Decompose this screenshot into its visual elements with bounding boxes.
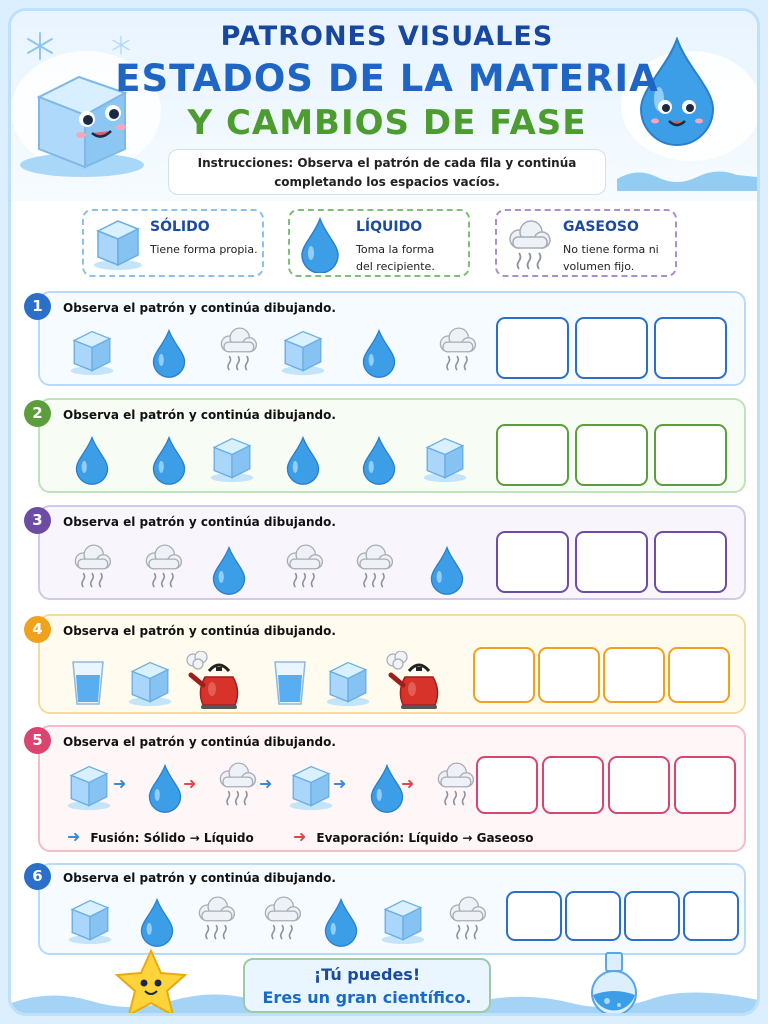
- steam-cloud-icon: [353, 541, 395, 597]
- answer-box[interactable]: [603, 647, 665, 703]
- row-instruction: Observa el patrón y continúa dibujando.: [63, 301, 336, 315]
- water-drop-icon: [146, 763, 184, 817]
- row-number-badge: 4: [24, 616, 51, 643]
- answer-box[interactable]: [654, 424, 727, 486]
- answer-box[interactable]: [683, 891, 739, 941]
- evaporation-key-label: Evaporación: Líquido → Gaseoso: [316, 831, 534, 845]
- ice-cube-icon: [68, 328, 116, 380]
- legend-gas-desc: No tiene forma ni volumen fijo.: [563, 243, 659, 273]
- water-drop-icon: [73, 435, 111, 489]
- encouragement-line-1: ¡Tú puedes!: [313, 965, 421, 984]
- water-drop-icon: [322, 897, 360, 951]
- row-instruction: Observa el patrón y continúa dibujando.: [63, 408, 336, 422]
- water-drop-icon: [284, 435, 322, 489]
- row-instruction: Observa el patrón y continúa dibujando.: [63, 735, 336, 749]
- arrow-right-icon: ➜: [259, 774, 273, 793]
- steam-cloud-icon: [216, 759, 258, 815]
- water-drop-icon: [150, 328, 188, 382]
- steam-cloud-icon: [71, 541, 113, 597]
- water-splash-icon: [617, 161, 757, 191]
- legend-gas-title: GASEOSO: [563, 219, 639, 235]
- fusion-key-label: Fusión: Sólido → Líquido: [90, 831, 254, 845]
- row-number-badge: 2: [24, 400, 51, 427]
- arrow-right-icon: ➜: [401, 774, 415, 793]
- title-line-1: PATRONES VISUALES: [220, 21, 554, 52]
- worksheet-page: [8, 8, 760, 1016]
- steam-cloud-icon: [434, 759, 476, 815]
- steam-cloud-icon: [217, 324, 259, 380]
- evaporation-key: [293, 827, 533, 846]
- ice-cube-icon: [126, 659, 174, 711]
- flask-icon: [581, 951, 647, 1016]
- legend-liquid: [288, 209, 470, 277]
- legend-liquid-title: LÍQUIDO: [356, 219, 423, 235]
- legend-solid: [82, 209, 264, 277]
- kettle-icon: [183, 651, 247, 715]
- row-instruction: Observa el patrón y continúa dibujando.: [63, 515, 336, 529]
- ice-cube-icon: [279, 328, 327, 380]
- water-drop-icon: [138, 897, 176, 951]
- instructions-text: Instrucciones: Observa el patrón de cada fila y continúa completando los espacios vacíos.: [168, 149, 606, 195]
- row-number-badge: 6: [24, 863, 51, 890]
- steam-cloud-icon: [195, 893, 237, 949]
- answer-box[interactable]: [542, 756, 604, 814]
- ice-cube-icon: [421, 435, 469, 487]
- answer-box[interactable]: [496, 531, 569, 593]
- answer-box[interactable]: [496, 424, 569, 486]
- ice-cube-icon: [379, 897, 427, 949]
- arrow-right-icon: ➜: [333, 774, 347, 793]
- row-instruction: Observa el patrón y continúa dibujando.: [63, 871, 336, 885]
- legend-liquid-desc: Toma la forma del recipiente.: [356, 243, 435, 273]
- ice-cube-icon: [208, 435, 256, 487]
- answer-box[interactable]: [575, 531, 648, 593]
- ice-cube-icon: [65, 763, 113, 815]
- answer-box[interactable]: [473, 647, 535, 703]
- row-number-badge: 5: [24, 727, 51, 754]
- answer-box[interactable]: [565, 891, 621, 941]
- arrow-right-icon: ➜: [183, 774, 197, 793]
- answer-box[interactable]: [608, 756, 670, 814]
- water-drop-icon: [428, 545, 466, 599]
- ice-cube-icon: [92, 217, 144, 271]
- steam-cloud-icon: [283, 541, 325, 597]
- fusion-key: [67, 827, 254, 846]
- answer-box[interactable]: [674, 756, 736, 814]
- water-drop-icon: [360, 328, 398, 382]
- water-drop-icon: [298, 217, 342, 273]
- encouragement-box: [243, 958, 491, 1013]
- answer-box[interactable]: [538, 647, 600, 703]
- steam-cloud-icon: [261, 893, 303, 949]
- water-glass-icon: [272, 659, 308, 711]
- legend-solid-title: SÓLIDO: [150, 219, 210, 235]
- water-drop-icon: [360, 435, 398, 489]
- answer-box[interactable]: [506, 891, 562, 941]
- steam-cloud-icon: [142, 541, 184, 597]
- answer-box[interactable]: [476, 756, 538, 814]
- arrow-right-icon: ➜: [67, 827, 81, 846]
- answer-box[interactable]: [668, 647, 730, 703]
- water-drop-icon: [150, 435, 188, 489]
- ice-cube-icon: [324, 659, 372, 711]
- legend-solid-desc: Tiene forma propia.: [150, 243, 258, 256]
- legend-gas: [495, 209, 677, 277]
- water-drop-icon: [210, 545, 248, 599]
- answer-box[interactable]: [624, 891, 680, 941]
- title-line-3: Y CAMBIOS DE FASE: [187, 103, 587, 143]
- kettle-icon: [383, 651, 447, 715]
- steam-cloud-icon: [505, 217, 553, 275]
- steam-cloud-icon: [446, 893, 488, 949]
- answer-box[interactable]: [654, 317, 727, 379]
- steam-cloud-icon: [436, 324, 478, 380]
- answer-box[interactable]: [575, 424, 648, 486]
- title-line-2: ESTADOS DE LA MATERIA: [115, 57, 659, 100]
- water-glass-icon: [70, 659, 106, 711]
- star-mascot-icon: [111, 949, 191, 1016]
- answer-box[interactable]: [575, 317, 648, 379]
- answer-box[interactable]: [654, 531, 727, 593]
- row-instruction: Observa el patrón y continúa dibujando.: [63, 624, 336, 638]
- answer-box[interactable]: [496, 317, 569, 379]
- arrow-right-icon: ➜: [293, 827, 307, 846]
- row-number-badge: 1: [24, 293, 51, 320]
- row-number-badge: 3: [24, 507, 51, 534]
- ice-cube-icon: [66, 897, 114, 949]
- encouragement-line-2: Eres un gran científico.: [262, 988, 472, 1007]
- ice-cube-icon: [287, 763, 335, 815]
- arrow-right-icon: ➜: [113, 774, 127, 793]
